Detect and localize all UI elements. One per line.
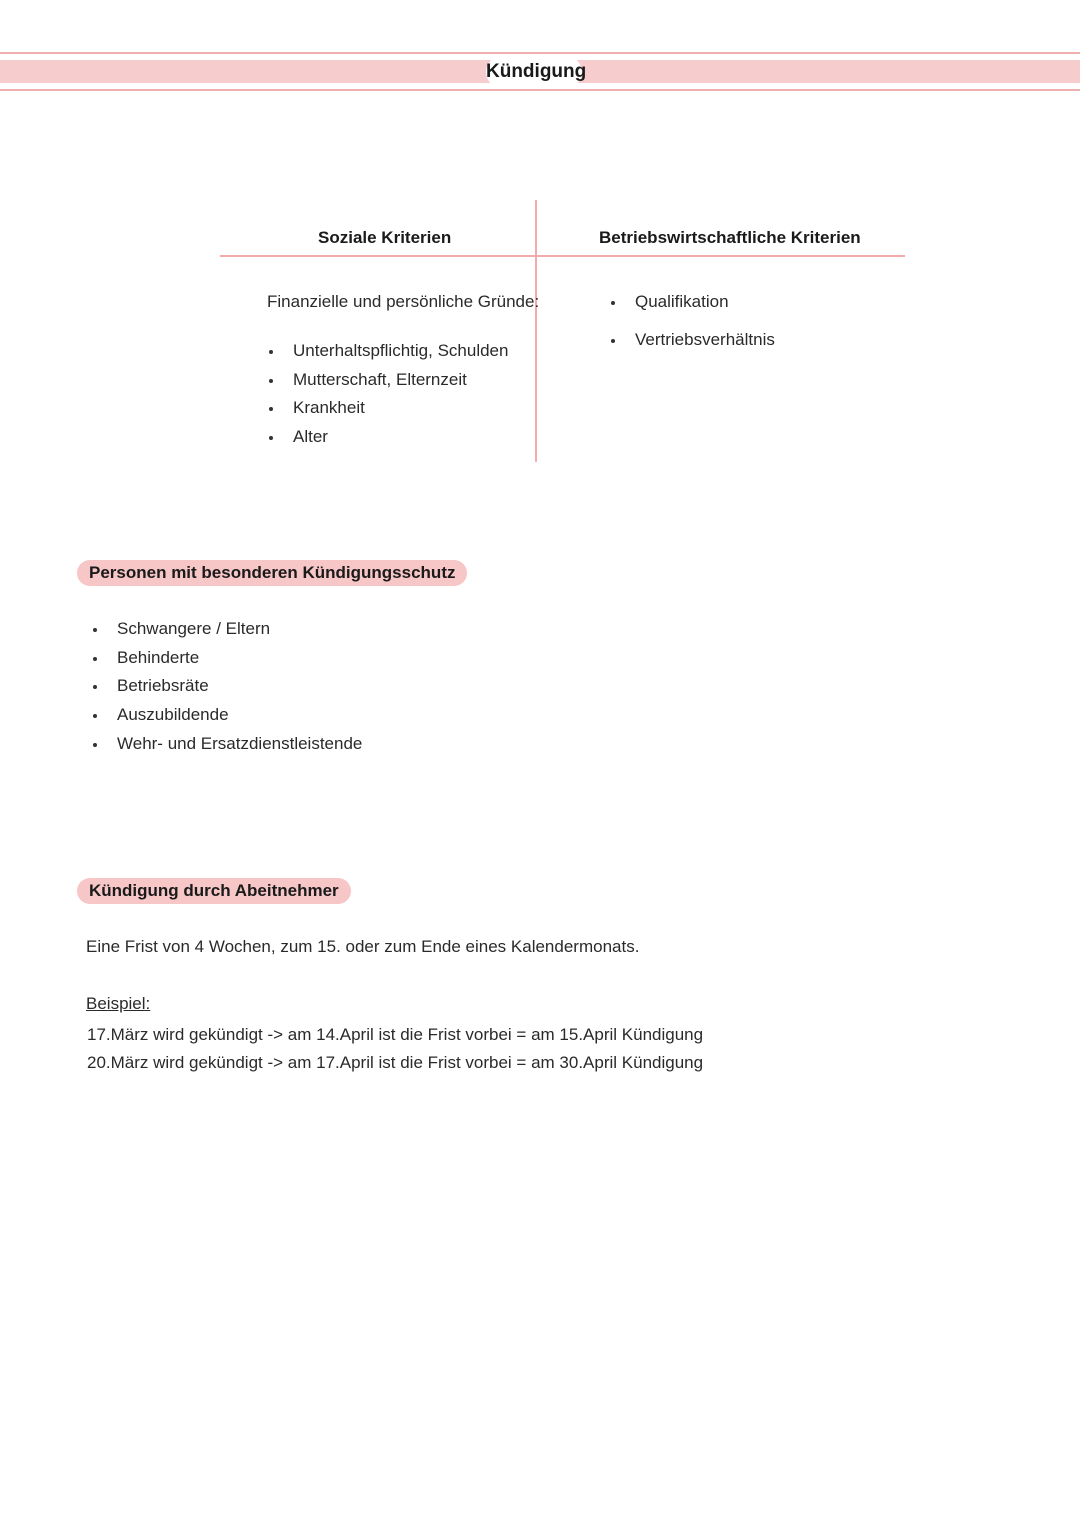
list-item: Krankheit (267, 394, 508, 423)
list-item: Betriebsräte (91, 672, 362, 701)
list-item: Vertriebsverhältnis (609, 326, 775, 355)
page-title-badge (486, 56, 587, 88)
notice-period-text: Eine Frist von 4 Wochen, zum 15. oder zum Ende eines Kalendermonats. (86, 937, 640, 956)
social-intro: Finanzielle und persönliche Gründe: (267, 292, 540, 311)
header-line-top (0, 52, 1080, 54)
example-line: 17.März wird gekündigt -> am 14.April ist die Frist vorbei = am 15.April Kündigung (87, 1025, 704, 1044)
column-heading-social: Soziale Kriterien (318, 228, 452, 247)
list-item: Auszubildende (91, 701, 362, 730)
protected-persons-list (91, 615, 362, 758)
social-criteria-list (267, 337, 508, 452)
page-title: Kündigung (486, 61, 587, 82)
section-heading-protection: Personen mit besonderen Kündigungsschutz (77, 560, 467, 586)
list-item: Alter (267, 423, 508, 452)
example-label: Beispiel: (86, 994, 151, 1013)
list-item: Qualifikation (609, 288, 775, 326)
column-heading-business: Betriebswirtschaftliche Kriterien (599, 228, 861, 247)
list-item: Mutterschaft, Elternzeit (267, 366, 508, 395)
list-item: Behinderte (91, 644, 362, 673)
table-divider-vertical (535, 200, 537, 462)
list-item: Unterhaltspflichtig, Schulden (267, 337, 508, 366)
list-item: Schwangere / Eltern (91, 615, 362, 644)
section-heading-employee: Kündigung durch Abeitnehmer (77, 878, 351, 904)
list-item: Wehr- und Ersatzdienstleistende (91, 730, 362, 759)
header-line-bottom (0, 89, 1080, 91)
example-line: 20.März wird gekündigt -> am 17.April ist die Frist vorbei = am 30.April Kündigung (87, 1053, 704, 1072)
business-criteria-list (609, 288, 775, 355)
table-divider-horizontal (220, 255, 905, 257)
